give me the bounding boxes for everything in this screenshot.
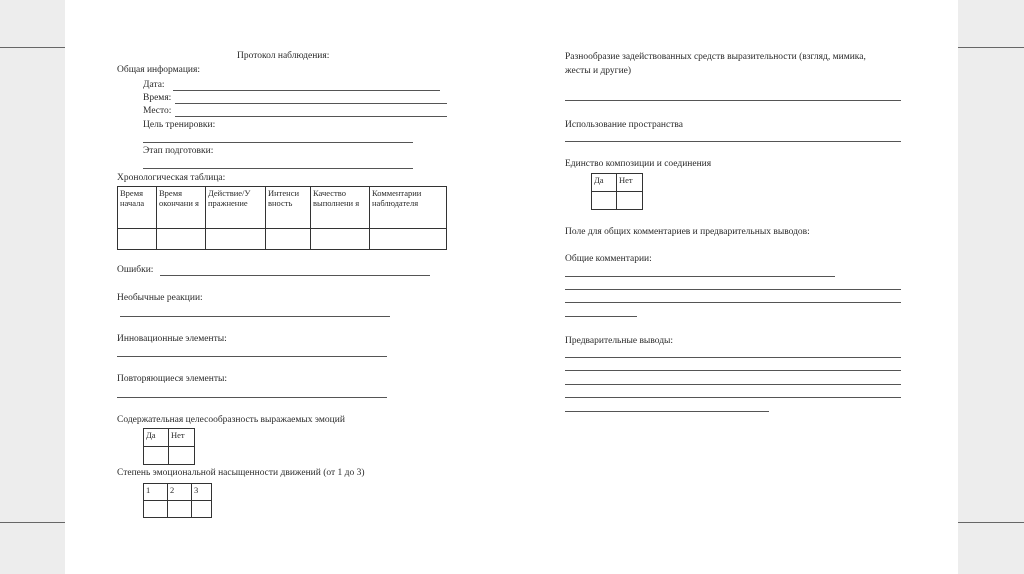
conclusion-line-4 — [565, 397, 901, 398]
stage-line — [143, 168, 413, 169]
scale-cell: 1 — [144, 484, 168, 501]
comment-line-4 — [565, 316, 637, 317]
variety-label-line1: Разнообразие задействованных средств выразительности (взгляд, мимика, — [565, 52, 866, 62]
comment-line-1 — [565, 276, 835, 277]
time-label: Время: — [143, 93, 172, 103]
unity-cell — [617, 192, 643, 210]
date-label: Дата: — [143, 80, 165, 90]
errors-label: Ошибки: — [117, 265, 154, 275]
scale-cell: 2 — [168, 484, 192, 501]
time-line — [175, 103, 447, 104]
frame-line-top-right — [958, 47, 1024, 48]
unity-table — [591, 173, 643, 210]
no-cell: Нет — [169, 429, 195, 447]
chrono-header-cell: Комментарии наблюдателя — [370, 187, 447, 229]
frame-line-top-left — [0, 47, 65, 48]
protocol-title: Протокол наблюдения: — [237, 51, 330, 61]
space-usage-line — [565, 141, 901, 142]
document-page — [65, 0, 958, 574]
variety-line — [565, 100, 901, 101]
comments-field-heading: Поле для общих комментариев и предварительных выводов: — [565, 227, 810, 237]
chrono-header-cell: Качество выполнени я — [311, 187, 370, 229]
frame-line-bottom-right — [958, 522, 1024, 523]
saturation-table — [143, 483, 212, 518]
chrono-empty-row — [118, 229, 447, 250]
chrono-cell — [157, 229, 206, 250]
yes-cell: Да — [144, 429, 169, 447]
unusual-reactions-label: Необычные реакции: — [117, 293, 203, 303]
conclusion-line-3 — [565, 384, 901, 385]
emotions-label: Содержательная целесообразность выражаемых эмоций — [117, 415, 345, 425]
stage-label: Этап подготовки: — [143, 146, 214, 156]
place-label: Место: — [143, 106, 172, 116]
unity-cell — [592, 192, 617, 210]
unity-label: Единство композиции и соединения — [565, 159, 712, 169]
saturation-label: Степень эмоциональной насыщенности движений (от 1 до 3) — [117, 468, 365, 478]
conclusion-line-5 — [565, 411, 769, 412]
repeating-elements-line — [117, 397, 387, 398]
preliminary-conclusions-label: Предварительные выводы: — [565, 336, 674, 346]
date-line — [173, 90, 440, 91]
no-cell: Нет — [617, 174, 643, 192]
yes-cell: Да — [592, 174, 617, 192]
comment-line-2 — [565, 289, 901, 290]
emotions-table — [143, 428, 195, 465]
innovative-elements-label: Инновационные элементы: — [117, 334, 227, 344]
chrono-header-cell: Время начала — [118, 187, 157, 229]
chrono-cell — [118, 229, 157, 250]
unusual-reactions-line — [120, 316, 390, 317]
place-line — [175, 116, 447, 117]
space-usage-label: Использование пространства — [565, 120, 683, 130]
conclusion-line-2 — [565, 370, 901, 371]
goal-line — [143, 142, 413, 143]
scale-empty-cell — [144, 501, 168, 518]
scale-cell: 3 — [192, 484, 212, 501]
emotions-cell — [144, 447, 169, 465]
general-comments-label: Общие комментарии: — [565, 254, 652, 264]
conclusion-line-1 — [565, 357, 901, 358]
scale-empty-cell — [192, 501, 212, 518]
frame-line-bottom-left — [0, 522, 65, 523]
chrono-header-row — [118, 187, 447, 229]
emotions-cell — [169, 447, 195, 465]
chrono-cell — [370, 229, 447, 250]
scale-empty-cell — [168, 501, 192, 518]
errors-line — [160, 275, 430, 276]
comment-line-3 — [565, 302, 901, 303]
chrono-header-cell: Время окончани я — [157, 187, 206, 229]
variety-label-line2: жесты и другие) — [565, 66, 632, 76]
chrono-table-label: Хронологическая таблица: — [117, 173, 226, 183]
chrono-cell — [206, 229, 266, 250]
chrono-header-cell: Действие/У пражнение — [206, 187, 266, 229]
chrono-table — [117, 186, 447, 250]
goal-label: Цель тренировки: — [143, 120, 216, 130]
chrono-cell — [266, 229, 311, 250]
general-info-heading: Общая информация: — [117, 65, 200, 75]
innovative-elements-line — [117, 356, 387, 357]
chrono-header-cell: Интенси вность — [266, 187, 311, 229]
repeating-elements-label: Повторяющиеся элементы: — [117, 374, 228, 384]
chrono-cell — [311, 229, 370, 250]
